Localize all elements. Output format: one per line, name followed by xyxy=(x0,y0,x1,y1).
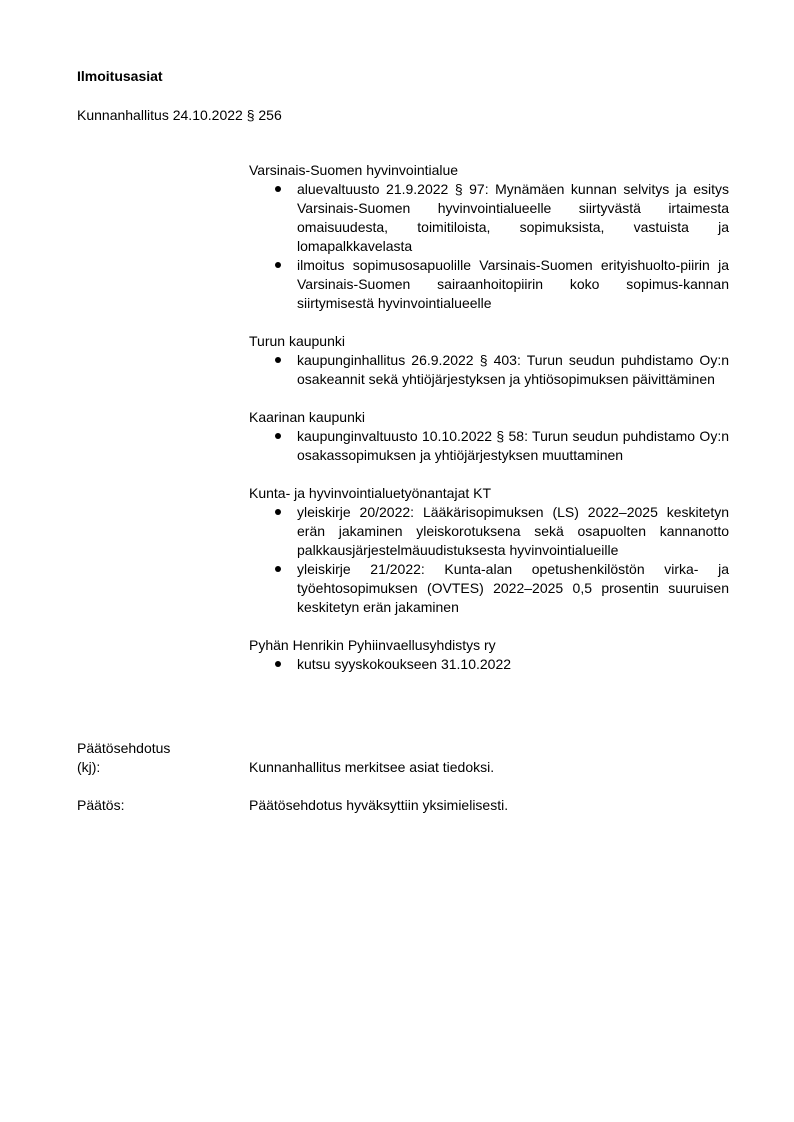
notice-item: yleiskirje 21/2022: Kunta-alan opetushenkilöstön virka- ja työehtosopimuksen (OVTES) 2022–2025 0,5 prosentin suuruisen keskitetyn erän jakaminen xyxy=(249,560,729,617)
notice-group-heading: Varsinais-Suomen hyvinvointialue xyxy=(249,162,459,178)
notice-item: ilmoitus sopimusosapuolille Varsinais-Suomen erityishuolto-piirin ja Varsinais-Suomen sairaanhoitopiirin koko sopimus-kannan siirtymisestä hyvinvointialueelle xyxy=(249,256,729,313)
notice-item: kaupunginhallitus 26.9.2022 § 403: Turun seudun puhdistamo Oy:n osakeannit sekä yhtiöjärjestyksen ja yhtiösopimuksen päivittäminen xyxy=(249,351,729,389)
page-title: Ilmoitusasiat xyxy=(77,68,163,84)
notice-item: kaupunginvaltuusto 10.10.2022 § 58: Turun seudun puhdistamo Oy:n osakassopimuksen ja yhtiöjärjestyksen muuttaminen xyxy=(249,427,729,465)
notices-list xyxy=(249,161,729,693)
notice-group-heading: Pyhän Henrikin Pyhiinvaellusyhdistys ry xyxy=(249,637,496,653)
notice-group-heading: Kaarinan kaupunki xyxy=(249,409,365,425)
notice-group-heading: Kunta- ja hyvinvointialuetyönantajat KT xyxy=(249,485,492,501)
notice-item: aluevaltuusto 21.9.2022 § 97: Mynämäen kunnan selvitys ja esitys Varsinais-Suomen hyvinvointialueelle siirtyvästä irtaimesta omaisuudesta, toimitiloista, sopimuksista, vastuista ja lomapalkkavelasta xyxy=(249,180,729,256)
meeting-reference: Kunnanhallitus 24.10.2022 § 256 xyxy=(77,107,282,123)
proposal-label-line2: (kj): xyxy=(77,759,101,775)
notice-group xyxy=(249,332,729,389)
proposal-text: Kunnanhallitus merkitsee asiat tiedoksi. xyxy=(249,759,495,775)
decision-label: Päätös: xyxy=(77,797,125,813)
notice-group xyxy=(249,161,729,313)
notice-group xyxy=(249,408,729,465)
notice-item: kutsu syyskokoukseen 31.10.2022 xyxy=(249,655,729,674)
decision-text: Päätösehdotus hyväksyttiin yksimielisesti. xyxy=(249,797,509,813)
proposal-label xyxy=(77,739,237,777)
proposal-label-line1: Päätösehdotus xyxy=(77,740,171,756)
notice-group xyxy=(249,636,729,674)
notice-group xyxy=(249,484,729,617)
notice-group-heading: Turun kaupunki xyxy=(249,333,345,349)
notice-item: yleiskirje 20/2022: Lääkärisopimuksen (LS) 2022–2025 keskitetyn erän jakaminen yleiskorotuksena sekä osapuolten kannanotto palkkausjärjestelmäuudistuksesta hyvinvointialueille xyxy=(249,503,729,560)
